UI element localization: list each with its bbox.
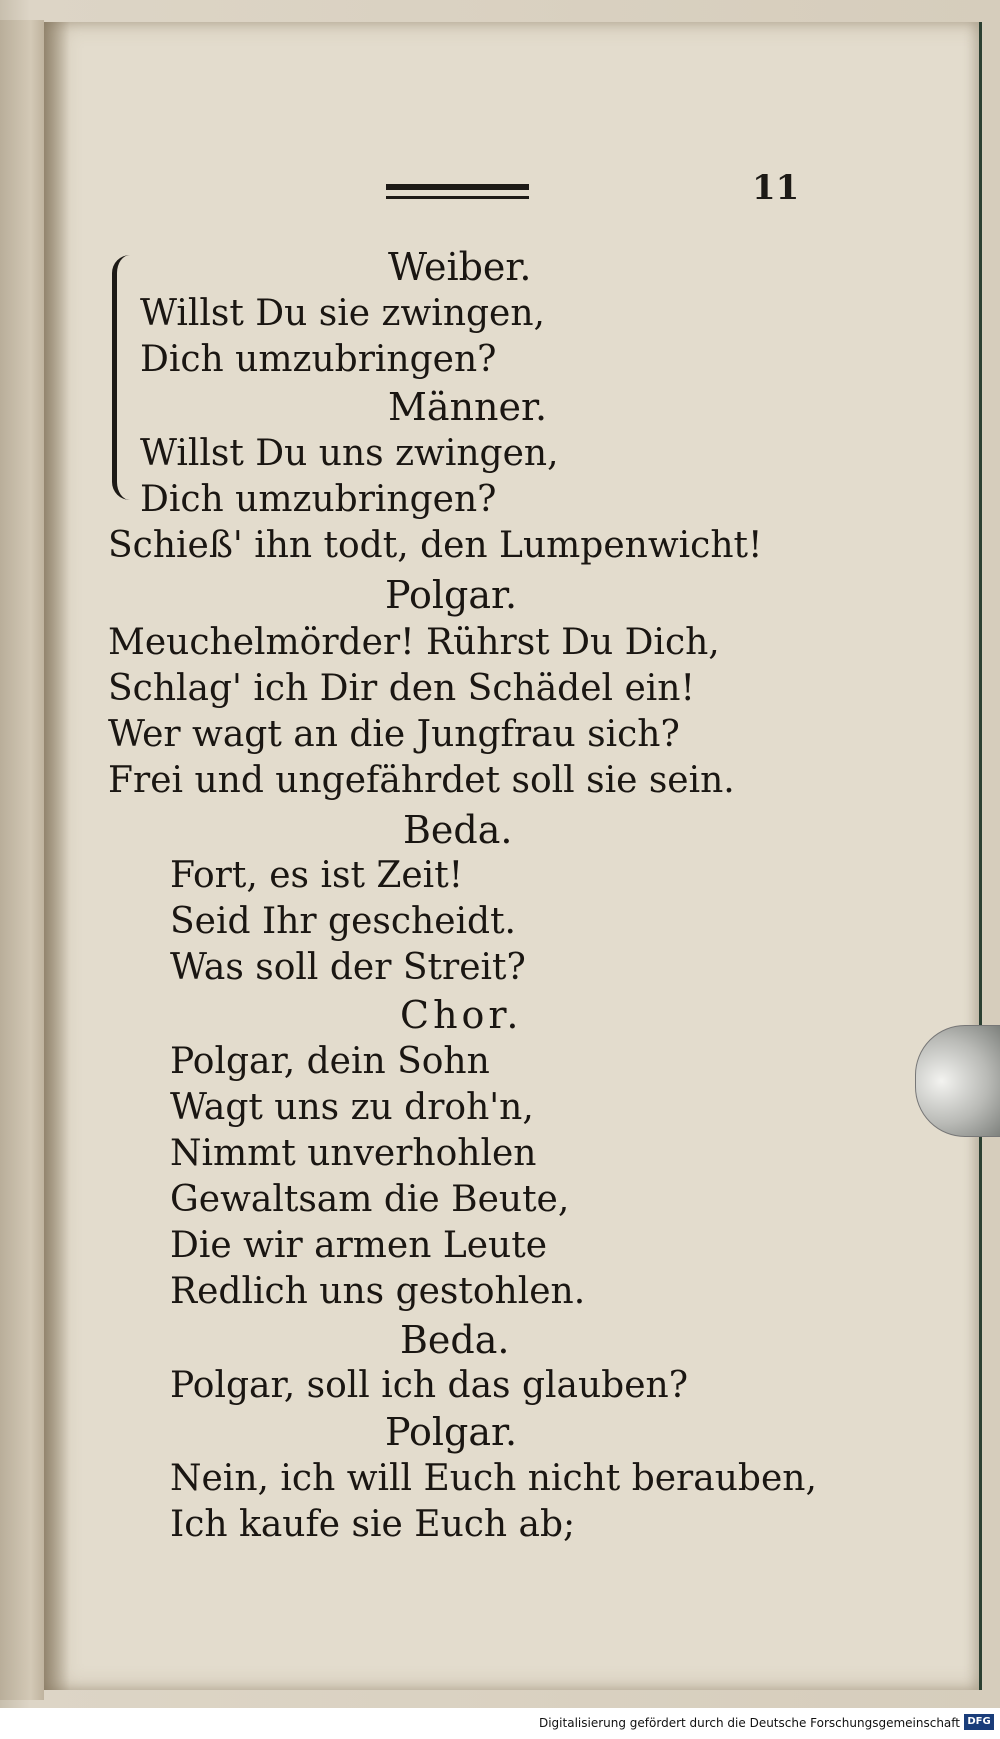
page-clip [915,1025,1000,1137]
dfg-logo: DFG [964,1714,994,1730]
page-gutter-shadow [44,22,70,1690]
verse-line: Dich umzubringen? [140,339,497,380]
verse-line: Wagt uns zu droh'n, [170,1087,534,1128]
verse-line: Seid Ihr gescheidt. [170,901,516,942]
verse-line: Polgar, dein Sohn [170,1041,490,1082]
verse-line: Nimmt unverhohlen [170,1133,537,1174]
left-brace [112,255,139,500]
verse-line: Frei und ungefährdet soll sie sein. [108,760,735,801]
header-rule-thin [386,196,529,199]
verse-line: Ich kaufe sie Euch ab; [170,1504,576,1545]
verse-line: Was soll der Streit? [170,947,526,988]
verse-line: Redlich uns gestohlen. [170,1271,586,1312]
speaker-polgar: Polgar. [385,1410,518,1454]
speaker-weiber: Weiber. [388,245,532,289]
footer-credit: Digitalisierung gefördert durch die Deutsche Forschungsgemeinschaft [538,1716,960,1730]
verse-line: Gewaltsam die Beute, [170,1179,570,1220]
verse-line: Dich umzubringen? [140,479,497,520]
verse-line: Nein, ich will Euch nicht berauben, [170,1458,817,1499]
verse-line: Schlag' ich Dir den Schädel ein! [108,668,695,709]
verse-line: Wer wagt an die Jungfrau sich? [108,714,680,755]
previous-page-edge [0,20,44,1700]
speaker-beda: Beda. [400,1318,510,1362]
header-rule-thick [386,184,529,190]
verse-line: Die wir armen Leute [170,1225,548,1266]
verse-line: Willst Du uns zwingen, [140,433,559,474]
verse-line: Schieß' ihn todt, den Lumpenwicht! [108,525,763,566]
page-number: 11 [752,168,800,208]
verse-line: Meuchelmörder! Rührst Du Dich, [108,622,720,663]
speaker-chor: Chor. [400,993,523,1037]
speaker-polgar: Polgar. [385,573,518,617]
verse-line: Polgar, soll ich das glauben? [170,1365,688,1406]
verse-line: Fort, es ist Zeit! [170,855,464,896]
verse-line: Willst Du sie zwingen, [140,293,545,334]
speaker-beda: Beda. [403,808,513,852]
digitization-footer [0,1708,1000,1739]
speaker-maenner: Männer. [388,385,548,429]
